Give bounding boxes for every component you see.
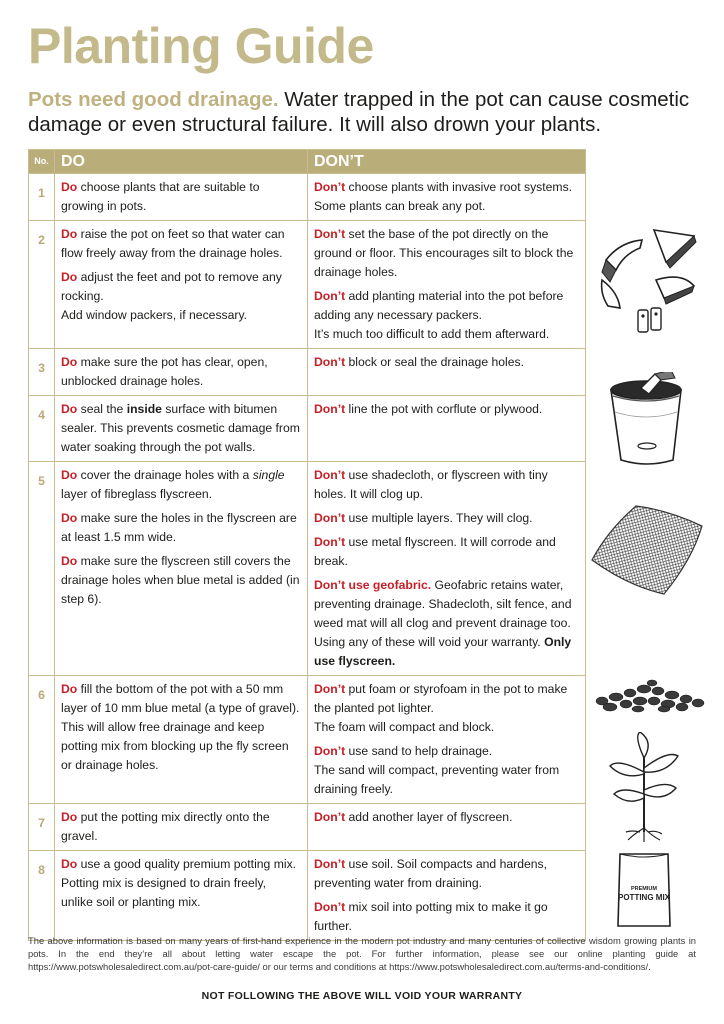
do-item xyxy=(61,552,301,609)
do-text: layer of fibreglass flyscreen. xyxy=(61,487,213,501)
do-text: cover the drainage holes with a xyxy=(77,468,253,482)
footer-note: The above information is based on many years of first-hand experience in the modern pot industry and many centuries of collective wisdom growing plants in pots. In the end they’re all about letting water escape the pot. For further information, please see our online planting guide at https://www.potswholesaledirect.com.au/pot-care-guide/ or our terms and conditions at https://www.potswholesaledirect.com.au/terms-and-conditions/. xyxy=(28,935,696,972)
dont-lead: Don’t xyxy=(314,682,346,696)
dont-cell xyxy=(308,851,586,941)
row-number: 1 xyxy=(29,174,55,221)
dont-item xyxy=(314,576,579,671)
dont-cell xyxy=(308,462,586,676)
pot-brush-illustration xyxy=(603,372,693,474)
dont-extra: The sand will compact, preventing water from draining freely. xyxy=(314,763,560,796)
table-row xyxy=(29,676,586,804)
warranty-notice: NOT FOLLOWING THE ABOVE WILL VOID YOUR WARRANTY xyxy=(201,990,523,1002)
dont-item xyxy=(314,400,579,419)
table-row xyxy=(29,221,586,349)
table-row xyxy=(29,396,586,462)
table-row xyxy=(29,174,586,221)
row-number: 4 xyxy=(29,396,55,462)
dont-lead: Don’t xyxy=(314,744,346,758)
do-text: choose plants that are suitable to growing in pots. xyxy=(61,180,260,213)
dont-cell xyxy=(308,676,586,804)
do-cell xyxy=(55,804,308,851)
dont-lead: Don’t xyxy=(314,511,346,525)
dont-extra: The foam will compact and block. xyxy=(314,720,495,734)
do-cell xyxy=(55,396,308,462)
do-lead: Do xyxy=(61,402,78,416)
do-cell xyxy=(55,174,308,221)
do-text: make sure the holes in the flyscreen are at least 1.5 mm wide. xyxy=(61,511,297,544)
do-lead: Do xyxy=(61,554,78,568)
dont-text: put foam or styrofoam in the pot to make the planted pot lighter. xyxy=(314,682,568,715)
dont-text: add another layer of flyscreen. xyxy=(345,810,513,824)
intro-lead: Pots need good drainage. xyxy=(28,88,279,111)
dont-item xyxy=(314,509,579,528)
do-item xyxy=(61,225,301,263)
bag-label-line1: PREMIUM xyxy=(631,886,657,892)
do-text: make sure the pot has clear, open, unblocked drainage holes. xyxy=(61,355,268,388)
dont-extra: It’s much too difficult to add them afterward. xyxy=(314,327,550,341)
header-do: DO xyxy=(55,150,308,174)
do-lead: Do xyxy=(61,810,78,824)
do-text: raise the pot on feet so that water can flow freely away from the drainage holes. xyxy=(61,227,285,260)
do-text: make sure the flyscreen still covers the drainage holes when blue metal is added (in step 6). xyxy=(61,554,300,606)
do-emphasis: single xyxy=(252,468,285,482)
dont-text: add planting material into the pot before adding any necessary packers. xyxy=(314,289,564,322)
dont-lead: Don’t use geofabric. xyxy=(314,578,432,592)
dont-text: use soil. Soil compacts and hardens, preventing water from draining. xyxy=(314,857,548,890)
row-number: 7 xyxy=(29,804,55,851)
dont-text: use sand to help drainage. xyxy=(345,744,493,758)
dont-item xyxy=(314,178,579,216)
bag-label-line2: POTTING MIX xyxy=(618,893,670,902)
do-item xyxy=(61,808,301,846)
header-no: No. xyxy=(29,150,55,174)
dont-lead: Don’t xyxy=(314,468,346,482)
dont-cell xyxy=(308,174,586,221)
do-item xyxy=(61,353,301,391)
do-cell xyxy=(55,221,308,349)
dont-item xyxy=(314,225,579,282)
dont-text: line the pot with corflute or plywood. xyxy=(345,402,543,416)
do-lead: Do xyxy=(61,227,78,241)
do-text: surface with bitumen sealer. This prevents cosmetic damage from water soaking through the pot walls. xyxy=(61,402,300,454)
planting-guide-table xyxy=(28,149,586,941)
do-cell xyxy=(55,462,308,676)
do-cell xyxy=(55,349,308,396)
do-lead: Do xyxy=(61,468,78,482)
dont-text: block or seal the drainage holes. xyxy=(345,355,525,369)
do-item xyxy=(61,178,301,216)
dont-text: choose plants with invasive root systems. Some plants can break any pot. xyxy=(314,180,573,213)
blue-metal-gravel-illustration xyxy=(588,677,710,715)
potting-mix-bag-illustration xyxy=(614,850,674,930)
dont-item xyxy=(314,533,579,571)
do-text: put the potting mix directly onto the gravel. xyxy=(61,810,270,843)
row-number: 8 xyxy=(29,851,55,941)
do-item xyxy=(61,466,301,504)
dont-item xyxy=(314,808,579,827)
flyscreen-illustration xyxy=(588,500,706,598)
dont-item xyxy=(314,898,579,936)
dont-item xyxy=(314,466,579,504)
do-lead: Do xyxy=(61,270,78,284)
do-lead: Do xyxy=(61,355,78,369)
do-text: seal the xyxy=(77,402,127,416)
dont-item xyxy=(314,742,579,799)
dont-lead: Don’t xyxy=(314,900,346,914)
do-item xyxy=(61,268,301,325)
header-dont: DON’T xyxy=(308,150,586,174)
dont-cell xyxy=(308,349,586,396)
row-number: 6 xyxy=(29,676,55,804)
dont-cell xyxy=(308,804,586,851)
dont-item xyxy=(314,855,579,893)
table-row xyxy=(29,851,586,941)
dont-cell xyxy=(308,396,586,462)
dont-cell xyxy=(308,221,586,349)
row-number: 3 xyxy=(29,349,55,396)
table-row xyxy=(29,349,586,396)
dont-text: use metal flyscreen. It will corrode and break. xyxy=(314,535,556,568)
do-text: adjust the feet and pot to remove any rocking. xyxy=(61,270,282,303)
dont-lead: Don’t xyxy=(314,355,346,369)
dont-lead: Don’t xyxy=(314,180,346,194)
do-item xyxy=(61,400,301,457)
pot-feet-illustration xyxy=(596,228,708,334)
do-cell xyxy=(55,676,308,804)
do-item xyxy=(61,509,301,547)
do-text: fill the bottom of the pot with a 50 mm layer of 10 mm blue metal (a type of gravel). This will allow free drainage and keep potting mix from blocking up the fly screen or drainage holes. xyxy=(61,682,300,772)
table-row xyxy=(29,804,586,851)
dont-lead: Don’t xyxy=(314,857,346,871)
page-title: Planting Guide xyxy=(28,18,374,74)
do-cell xyxy=(55,851,308,941)
table-header-row xyxy=(29,150,586,174)
dont-lead: Don’t xyxy=(314,289,346,303)
do-extra: Add window packers, if necessary. xyxy=(61,308,248,322)
row-number: 5 xyxy=(29,462,55,676)
do-text: use a good quality premium potting mix. Potting mix is designed to drain freely, unlike soil or planting mix. xyxy=(61,857,297,909)
do-item xyxy=(61,680,301,775)
dont-item xyxy=(314,353,579,372)
table-row xyxy=(29,462,586,676)
dont-lead: Don’t xyxy=(314,535,346,549)
dont-text: Geofabric retains water, preventing drainage. Shadecloth, silt fence, and weed mat will all clog and prevent drainage too. Using any of these will void your warranty. xyxy=(314,578,572,649)
dont-item xyxy=(314,287,579,344)
dont-text: mix soil into potting mix to make it go further. xyxy=(314,900,548,933)
intro-paragraph xyxy=(28,87,708,137)
plant-seedling-illustration xyxy=(604,732,684,842)
dont-text: use multiple layers. They will clog. xyxy=(345,511,533,525)
dont-lead: Don’t xyxy=(314,810,346,824)
row-number: 2 xyxy=(29,221,55,349)
do-lead: Do xyxy=(61,511,78,525)
dont-lead: Don’t xyxy=(314,227,346,241)
dont-text: use shadecloth, or flyscreen with tiny holes. It will clog up. xyxy=(314,468,548,501)
do-item xyxy=(61,855,301,912)
dont-text: set the base of the pot directly on the ground or floor. This encourages silt to block the drainage holes. xyxy=(314,227,574,279)
do-lead: Do xyxy=(61,682,78,696)
dont-emphasis: Only use flyscreen. xyxy=(314,635,572,668)
intro-text: Water trapped in the pot can cause cosmetic damage or even structural failure. It will also drown your plants. xyxy=(28,88,690,136)
do-lead: Do xyxy=(61,857,78,871)
do-lead: Do xyxy=(61,180,78,194)
dont-lead: Don’t xyxy=(314,402,346,416)
do-emphasis: inside xyxy=(126,402,162,416)
dont-item xyxy=(314,680,579,737)
